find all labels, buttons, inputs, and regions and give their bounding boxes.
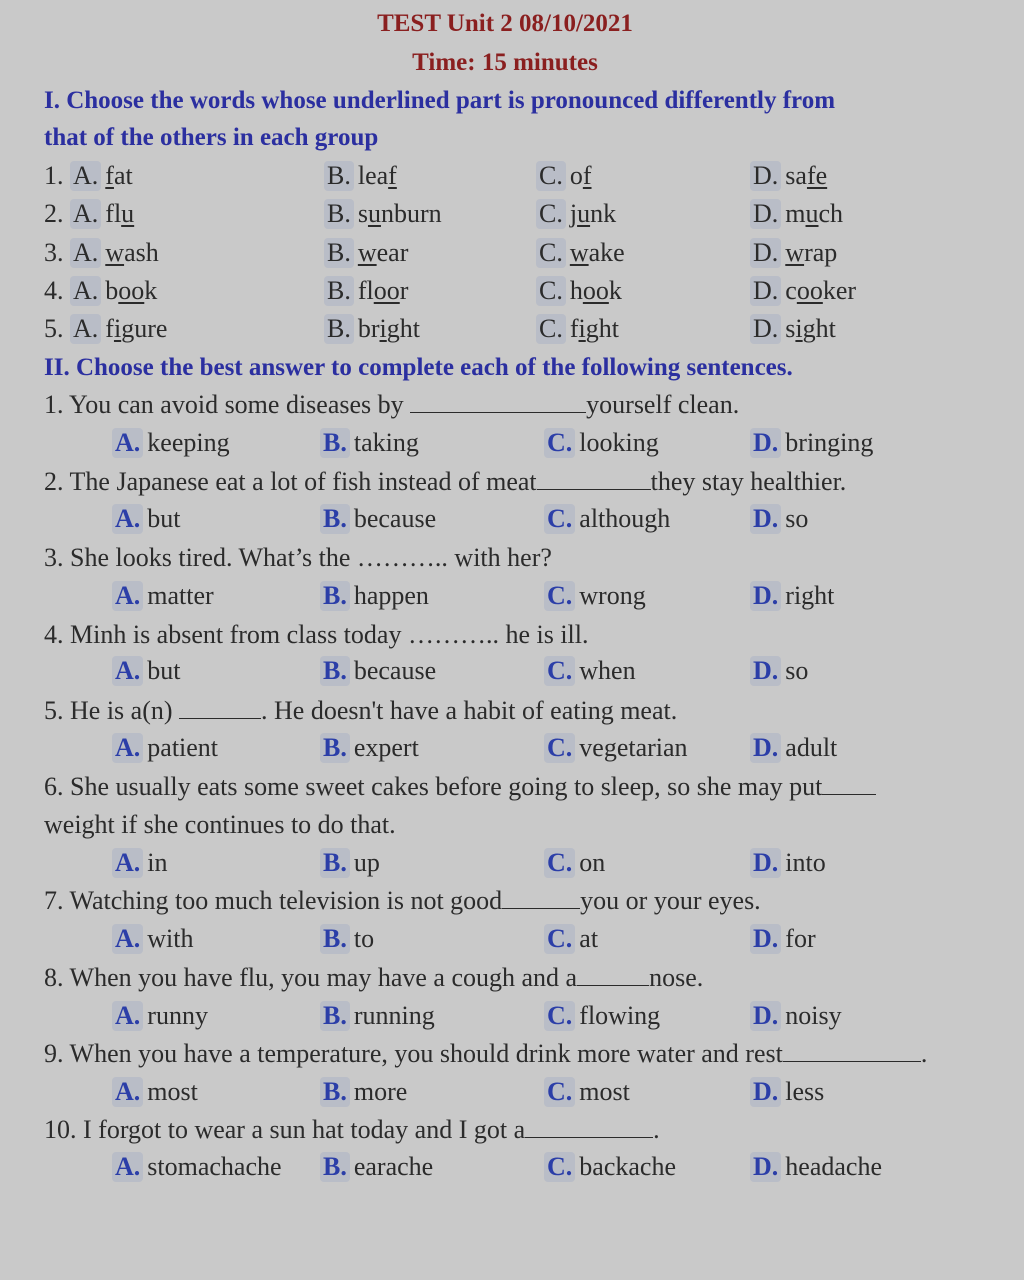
pronunciation-option[interactable] bbox=[324, 238, 408, 268]
option-text-post: gure bbox=[121, 314, 168, 344]
answer-option[interactable] bbox=[112, 1152, 282, 1182]
option-letter: D. bbox=[750, 199, 781, 229]
option-letter: A. bbox=[112, 581, 143, 611]
question-number: 4. bbox=[44, 275, 64, 305]
answer-option[interactable] bbox=[750, 924, 816, 954]
option-text-post: ght bbox=[585, 314, 619, 344]
sentence-after: yourself clean. bbox=[586, 390, 740, 419]
option-text-pre: o bbox=[569, 161, 583, 190]
option-text: looking bbox=[579, 428, 659, 457]
option-text: more bbox=[353, 1077, 408, 1106]
option-text-pre: s bbox=[357, 199, 368, 229]
option-letter: A. bbox=[112, 1152, 143, 1182]
sentence-after: you or your eyes. bbox=[580, 886, 761, 915]
underlined-part: oo bbox=[796, 275, 823, 305]
option-text-post: k bbox=[608, 275, 622, 305]
option-letter: C. bbox=[544, 428, 575, 458]
answer-option[interactable] bbox=[320, 1152, 433, 1182]
option-text: right bbox=[785, 581, 835, 610]
answer-option[interactable] bbox=[544, 1001, 660, 1031]
pronunciation-option[interactable] bbox=[536, 199, 616, 229]
option-text-pre: br bbox=[357, 314, 380, 344]
option-letter: A. bbox=[112, 428, 143, 458]
sentence-before: Minh is absent from class today ……….. he is ill. bbox=[70, 620, 589, 649]
section1-heading-line1: I. Choose the words whose underlined part is pronounced differently from bbox=[44, 87, 836, 114]
answer-option[interactable] bbox=[320, 1077, 407, 1107]
option-text-post: nk bbox=[590, 199, 617, 229]
option-letter: C. bbox=[536, 238, 566, 268]
underlined-part: i bbox=[113, 314, 122, 344]
option-letter: C. bbox=[544, 848, 575, 878]
option-letter: D. bbox=[750, 504, 781, 534]
sentence-after: they stay healthier. bbox=[650, 467, 847, 496]
pronunciation-option[interactable] bbox=[750, 314, 836, 344]
pronunciation-option[interactable] bbox=[44, 161, 133, 191]
pronunciation-option[interactable] bbox=[44, 314, 167, 344]
option-letter: A. bbox=[112, 924, 143, 954]
option-letter: D. bbox=[750, 276, 781, 306]
option-letter: C. bbox=[544, 581, 575, 611]
answer-option[interactable] bbox=[750, 1001, 842, 1031]
underlined-part: i bbox=[379, 314, 387, 344]
answer-option[interactable] bbox=[750, 848, 826, 878]
question-number: 4. bbox=[44, 620, 64, 649]
answer-option[interactable] bbox=[320, 656, 436, 686]
option-text-post: rap bbox=[804, 237, 838, 267]
sentence-continuation: weight if she continues to do that. bbox=[44, 810, 396, 839]
option-letter: B. bbox=[324, 161, 354, 191]
option-text-pre: fl bbox=[357, 275, 374, 305]
pronunciation-option[interactable] bbox=[750, 238, 837, 268]
sentence-before: The Japanese eat a lot of fish instead of meat bbox=[69, 467, 537, 496]
option-letter: D. bbox=[750, 238, 781, 268]
option-text: bringing bbox=[785, 428, 874, 457]
option-text: adult bbox=[785, 733, 838, 762]
answer-option[interactable] bbox=[320, 733, 419, 763]
option-letter: C. bbox=[544, 1077, 575, 1107]
question-sentence bbox=[44, 696, 677, 726]
option-letter: B. bbox=[324, 276, 354, 306]
option-letter: A. bbox=[112, 1001, 143, 1031]
underlined-part: fe bbox=[806, 161, 828, 190]
option-letter: B. bbox=[324, 314, 354, 344]
option-letter: D. bbox=[750, 733, 781, 763]
answer-option[interactable] bbox=[750, 1077, 824, 1107]
option-letter: B. bbox=[320, 1001, 350, 1031]
sentence-before: She usually eats some sweet cakes before going to sleep, so she may put bbox=[70, 772, 823, 801]
question-sentence bbox=[44, 467, 846, 497]
option-text-post: k bbox=[144, 275, 158, 305]
answer-option[interactable] bbox=[750, 1152, 882, 1182]
answer-blank[interactable] bbox=[537, 469, 651, 490]
option-text: earache bbox=[353, 1152, 434, 1181]
answer-option[interactable] bbox=[544, 1077, 630, 1107]
answer-option[interactable] bbox=[320, 581, 429, 611]
option-text-post: ash bbox=[124, 237, 159, 267]
option-letter: A. bbox=[70, 276, 101, 306]
section1-heading-line2: that of the others in each group bbox=[44, 124, 379, 151]
option-letter: D. bbox=[750, 428, 781, 458]
pronunciation-option[interactable] bbox=[44, 238, 159, 268]
option-letter: D. bbox=[750, 848, 781, 878]
question-number: 9. bbox=[44, 1039, 64, 1068]
option-text: flowing bbox=[579, 1001, 661, 1030]
option-letter: B. bbox=[320, 504, 350, 534]
option-text: backache bbox=[579, 1152, 676, 1181]
question-number: 5. bbox=[44, 696, 64, 725]
option-text: expert bbox=[353, 733, 419, 762]
option-text: taking bbox=[353, 428, 419, 457]
pronunciation-option[interactable] bbox=[44, 276, 157, 306]
answer-option[interactable] bbox=[544, 504, 670, 534]
test-title: TEST Unit 2 08/10/2021 bbox=[377, 10, 633, 37]
option-letter: A. bbox=[112, 733, 143, 763]
answer-option[interactable] bbox=[112, 1001, 208, 1031]
option-text-post: nburn bbox=[380, 199, 442, 229]
option-letter: B. bbox=[320, 848, 350, 878]
option-text: because bbox=[353, 504, 437, 533]
option-text: but bbox=[147, 504, 181, 533]
option-letter: D. bbox=[750, 1077, 781, 1107]
answer-blank[interactable] bbox=[179, 698, 261, 719]
answer-option[interactable] bbox=[320, 1001, 435, 1031]
sentence-before: He is a(n) bbox=[70, 696, 180, 725]
underlined-part: u bbox=[577, 199, 591, 229]
underlined-part: w bbox=[785, 237, 805, 267]
test-time: Time: 15 minutes bbox=[412, 49, 598, 76]
option-text: most bbox=[147, 1077, 198, 1106]
option-letter: B. bbox=[320, 428, 350, 458]
question-number: 3. bbox=[44, 237, 64, 267]
pronunciation-option[interactable] bbox=[750, 161, 827, 191]
option-text-pre: h bbox=[569, 275, 583, 305]
sentence-before: I forgot to wear a sun hat today and I got a bbox=[83, 1115, 526, 1144]
option-text: most bbox=[579, 1077, 630, 1106]
option-letter: A. bbox=[112, 1077, 143, 1107]
answer-blank[interactable] bbox=[783, 1041, 921, 1062]
answer-option[interactable] bbox=[544, 733, 688, 763]
underlined-part: i bbox=[795, 314, 803, 344]
pronunciation-option[interactable] bbox=[324, 276, 408, 306]
option-letter: A. bbox=[112, 656, 143, 686]
option-letter: B. bbox=[324, 238, 354, 268]
sentence-after: . bbox=[653, 1115, 660, 1144]
question-number: 2. bbox=[44, 467, 64, 496]
sentence-after: . bbox=[920, 1039, 928, 1068]
answer-option[interactable] bbox=[544, 924, 598, 954]
option-text: on bbox=[579, 848, 606, 877]
sentence-before: She looks tired. What’s the ……….. with her? bbox=[70, 543, 552, 572]
sentence-after: . He doesn't have a habit of eating meat. bbox=[261, 696, 678, 725]
underlined-part: w bbox=[569, 237, 589, 267]
pronunciation-option[interactable] bbox=[750, 276, 856, 306]
answer-option[interactable] bbox=[544, 428, 659, 458]
answer-blank[interactable] bbox=[525, 1117, 653, 1138]
underlined-part: w bbox=[357, 237, 377, 267]
option-letter: C. bbox=[544, 504, 575, 534]
question-sentence bbox=[44, 390, 739, 420]
option-text-pre: sa bbox=[785, 161, 807, 190]
option-letter: C. bbox=[544, 656, 575, 686]
question-sentence bbox=[44, 963, 703, 993]
answer-option[interactable] bbox=[112, 504, 181, 534]
option-text-pre: lea bbox=[357, 161, 389, 190]
option-letter: D. bbox=[750, 581, 781, 611]
option-letter: C. bbox=[536, 314, 566, 344]
option-letter: A. bbox=[70, 314, 101, 344]
answer-option[interactable] bbox=[750, 428, 873, 458]
option-text: running bbox=[353, 1001, 435, 1030]
pronunciation-option[interactable] bbox=[324, 314, 420, 344]
pronunciation-option[interactable] bbox=[750, 199, 843, 229]
option-text: into bbox=[785, 848, 826, 877]
answer-option[interactable] bbox=[750, 656, 808, 686]
question-number: 10. bbox=[44, 1115, 77, 1144]
underlined-part: oo bbox=[118, 275, 145, 305]
question-sentence bbox=[44, 1039, 927, 1069]
answer-option[interactable] bbox=[750, 504, 808, 534]
option-letter: A. bbox=[70, 238, 101, 268]
underlined-part: oo bbox=[582, 275, 609, 305]
sentence-before: Watching too much television is not good bbox=[69, 886, 503, 915]
pronunciation-option[interactable] bbox=[44, 199, 134, 229]
question-number: 2. bbox=[44, 199, 64, 229]
pronunciation-option[interactable] bbox=[536, 314, 619, 344]
answer-option[interactable] bbox=[544, 656, 636, 686]
answer-option[interactable] bbox=[544, 581, 646, 611]
option-text: so bbox=[785, 656, 809, 685]
option-text: wrong bbox=[579, 581, 646, 610]
sentence-before: You can avoid some diseases by bbox=[69, 390, 411, 419]
underlined-part: i bbox=[578, 314, 586, 344]
underlined-part: oo bbox=[373, 275, 400, 305]
option-letter: C. bbox=[536, 276, 566, 306]
answer-option[interactable] bbox=[112, 1077, 198, 1107]
option-letter: C. bbox=[544, 924, 575, 954]
option-letter: B. bbox=[320, 733, 350, 763]
option-letter: C. bbox=[544, 1152, 575, 1182]
option-text: because bbox=[353, 656, 437, 685]
option-letter: C. bbox=[544, 733, 575, 763]
option-letter: D. bbox=[750, 656, 781, 686]
option-letter: D. bbox=[750, 314, 781, 344]
option-text: happen bbox=[353, 581, 429, 610]
underlined-part: f bbox=[582, 161, 592, 190]
underlined-part: u bbox=[121, 199, 135, 229]
answer-option[interactable] bbox=[112, 924, 194, 954]
answer-option[interactable] bbox=[544, 848, 605, 878]
option-text-pre: c bbox=[785, 275, 797, 305]
option-text: matter bbox=[147, 581, 214, 610]
option-letter: C. bbox=[536, 199, 566, 229]
option-letter: B. bbox=[320, 924, 350, 954]
underlined-part: u bbox=[805, 199, 819, 229]
option-text-post: ght bbox=[386, 314, 420, 344]
option-text: patient bbox=[147, 733, 219, 762]
pronunciation-option[interactable] bbox=[536, 238, 625, 268]
option-text-post: ker bbox=[822, 275, 857, 305]
answer-blank[interactable] bbox=[822, 774, 876, 795]
question-number: 1. bbox=[44, 390, 64, 419]
option-text: headache bbox=[785, 1152, 882, 1181]
option-text-post: r bbox=[399, 275, 409, 305]
option-text-pre: j bbox=[569, 199, 578, 229]
option-text: in bbox=[147, 848, 168, 877]
question-sentence bbox=[44, 886, 761, 916]
answer-option[interactable] bbox=[112, 428, 230, 458]
option-text: although bbox=[579, 504, 671, 533]
option-text: stomachache bbox=[147, 1152, 282, 1181]
option-letter: D. bbox=[750, 161, 781, 191]
question-number: 6. bbox=[44, 772, 64, 801]
answer-option[interactable] bbox=[112, 581, 214, 611]
option-text: but bbox=[147, 656, 181, 685]
option-letter: A. bbox=[112, 848, 143, 878]
answer-option[interactable] bbox=[112, 848, 168, 878]
option-text-pre: f bbox=[569, 314, 579, 344]
answer-option[interactable] bbox=[320, 924, 374, 954]
option-text-post: ear bbox=[376, 237, 409, 267]
option-text: with bbox=[147, 924, 194, 953]
option-text: vegetarian bbox=[579, 733, 688, 762]
option-text: runny bbox=[147, 1001, 208, 1030]
answer-option[interactable] bbox=[112, 733, 218, 763]
question-number: 7. bbox=[44, 886, 64, 915]
option-text: to bbox=[353, 924, 375, 953]
answer-blank[interactable] bbox=[577, 965, 649, 986]
underlined-part: w bbox=[105, 237, 125, 267]
question-sentence-line2 bbox=[44, 810, 396, 840]
option-text: keeping bbox=[147, 428, 230, 457]
option-text: for bbox=[785, 924, 816, 953]
underlined-part: f bbox=[388, 161, 397, 190]
question-number: 8. bbox=[44, 963, 64, 992]
answer-option[interactable] bbox=[544, 1152, 676, 1182]
option-text-pre: b bbox=[105, 275, 119, 305]
pronunciation-option[interactable] bbox=[536, 276, 622, 306]
option-letter: B. bbox=[324, 199, 354, 229]
option-letter: C. bbox=[544, 1001, 575, 1031]
option-text: less bbox=[785, 1077, 825, 1106]
sentence-after: nose. bbox=[649, 963, 704, 992]
option-text-pre: s bbox=[785, 314, 796, 344]
sentence-before: When you have flu, you may have a cough and a bbox=[69, 963, 578, 992]
question-sentence bbox=[44, 543, 552, 573]
pronunciation-option[interactable] bbox=[324, 199, 442, 229]
option-letter: D. bbox=[750, 1001, 781, 1031]
option-letter: D. bbox=[750, 1152, 781, 1182]
question-number: 3. bbox=[44, 543, 64, 572]
option-text-post: ake bbox=[588, 237, 625, 267]
option-letter: A. bbox=[70, 161, 101, 191]
answer-option[interactable] bbox=[320, 504, 436, 534]
option-text: when bbox=[579, 656, 636, 685]
answer-option[interactable] bbox=[750, 581, 834, 611]
option-text-post: at bbox=[113, 161, 133, 190]
option-text: so bbox=[785, 504, 809, 533]
option-letter: B. bbox=[320, 1152, 350, 1182]
question-sentence bbox=[44, 620, 589, 650]
sentence-before: When you have a temperature, you should drink more water and rest bbox=[69, 1039, 783, 1068]
option-text-pre: f bbox=[105, 314, 114, 344]
option-text-post: ch bbox=[818, 199, 844, 229]
question-number: 1. bbox=[44, 161, 64, 190]
option-text: at bbox=[579, 924, 599, 953]
answer-option[interactable] bbox=[750, 733, 837, 763]
answer-blank[interactable] bbox=[410, 392, 586, 413]
option-letter: B. bbox=[320, 581, 350, 611]
answer-option[interactable] bbox=[320, 848, 380, 878]
option-letter: B. bbox=[320, 1077, 350, 1107]
option-text-post: ght bbox=[802, 314, 836, 344]
option-letter: A. bbox=[112, 504, 143, 534]
section2-heading: II. Choose the best answer to complete each of the following sentences. bbox=[44, 354, 793, 381]
answer-blank[interactable] bbox=[502, 888, 580, 909]
underlined-part: u bbox=[367, 199, 381, 229]
option-letter: D. bbox=[750, 924, 781, 954]
underlined-part: f bbox=[105, 161, 114, 190]
option-text-pre: fl bbox=[105, 199, 122, 229]
option-text: up bbox=[353, 848, 380, 877]
pronunciation-option[interactable] bbox=[324, 161, 397, 191]
answer-option[interactable] bbox=[320, 428, 419, 458]
option-letter: C. bbox=[536, 161, 566, 191]
question-sentence bbox=[44, 1115, 660, 1145]
option-letter: A. bbox=[70, 199, 101, 229]
option-letter: B. bbox=[320, 656, 350, 686]
option-text-pre: m bbox=[785, 199, 806, 229]
option-text: noisy bbox=[785, 1001, 842, 1030]
question-sentence bbox=[44, 772, 876, 802]
answer-option[interactable] bbox=[112, 656, 181, 686]
question-number: 5. bbox=[44, 314, 64, 344]
pronunciation-option[interactable] bbox=[536, 161, 592, 191]
